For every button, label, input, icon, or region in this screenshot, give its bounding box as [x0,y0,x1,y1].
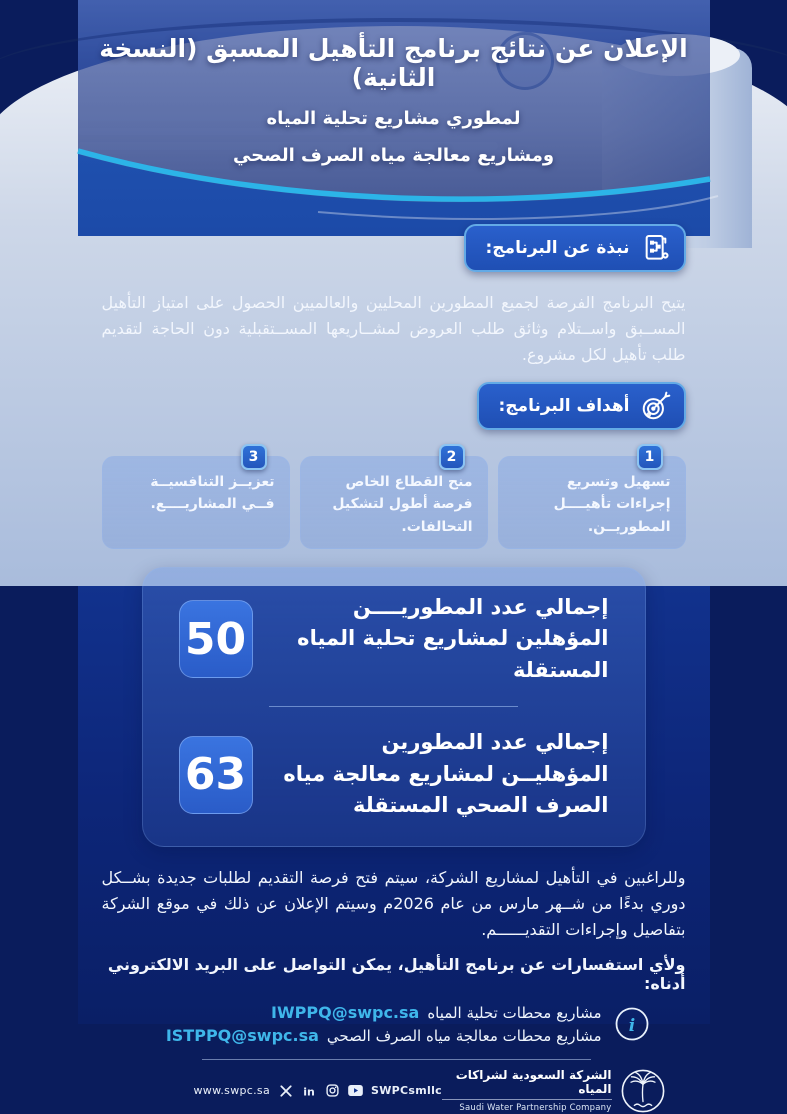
svg-text:i: i [628,1015,635,1036]
contact-row-wastewater [166,1026,602,1045]
goal-number-badge: 2 [439,444,465,470]
contact-label: مشاريع محطات معالجة مياه الصرف الصحي [326,1026,602,1045]
swpc-palm-logo [620,1068,666,1114]
youtube-icon[interactable] [348,1084,362,1098]
qualified-developers-card [142,567,646,847]
company-name-arabic: الشركة السعودية لشراكات المياه [455,1068,612,1097]
stat-description: إجمالي عدد المطوريــــن المؤهلين لمشاريع تحلية المياه المستقلة [297,594,609,682]
instagram-icon[interactable] [325,1084,339,1098]
brand-divider [442,1099,612,1100]
goals-row [102,448,686,549]
goal-number-badge: 3 [241,444,267,470]
x-twitter-icon[interactable] [279,1084,293,1098]
section-header-goals [477,382,686,430]
main-content [78,0,710,1114]
contact-email[interactable]: ISTPPQ@swpc.sa [165,1025,319,1045]
future-applications-paragraph: وللراغبين في التأهيل لمشاريع الشركة، سيتم فتح فرصة التقديم لطلبات جديدة بشــكل دوري بدءًا من شــهر مارس من عام 2026م وسيتم الإعلان عن ذلك في موقع الشركة بتفاصيل وإجراءات التقديــــــم. [101,867,686,939]
goal-text: منح القطاع الخاص فرصة أطول لتشكيل التحالفات. [332,473,473,535]
contact-row-desalination [166,1003,602,1022]
page-subtitle-2: ومشاريع معالجة مياه الصرف الصحي [232,145,555,166]
website-link[interactable]: www.swpc.sa [193,1084,271,1098]
stat-row-wastewater [179,727,609,822]
section-header-about [464,224,686,272]
stats-divider [269,706,518,707]
goal-card-3 [102,448,290,549]
company-name-english: Saudi Water Partnership Company [459,1103,612,1114]
goal-text: تسهيل وتسريع إجراءات تأهيــــل المطوريــن. [553,473,671,535]
stat-row-desalination [179,592,609,687]
company-brand [442,1068,666,1114]
target-icon [640,390,672,422]
stat-value-badge: 63 [179,736,253,814]
document-network-icon [640,232,672,264]
contact-label: مشاريع محطات تحلية المياه [427,1003,602,1022]
goal-card-2 [300,448,488,549]
info-icon [614,1006,650,1042]
social-handle[interactable]: SWPCsmllc [371,1084,442,1098]
goal-number-badge: 1 [637,444,663,470]
contact-email[interactable]: IWPPQ@swpc.sa [271,1002,420,1022]
infographic-page [78,0,710,1114]
contact-block [102,1003,686,1045]
page-title: الإعلان عن نتائج برنامج التأهيل المسبق (النسخة الثانية) [99,34,688,92]
footer [102,1068,686,1114]
section-title-goals: أهداف البرنامج: [498,395,630,416]
svg-text:in: in [303,1085,315,1099]
stat-description: إجمالي عدد المطورين المؤهليــن لمشاريع معالجة مياه الصرف الصحي المستقلة [283,730,609,818]
page-subtitle-1: لمطوري مشاريع تحلية المياه [266,108,521,129]
stat-value-badge: 50 [179,600,253,678]
linkedin-icon[interactable] [302,1084,316,1098]
goal-text: تعزيــز التنافسيــة فــي المشاريــــع. [150,473,275,513]
footer-divider [202,1059,591,1060]
section-title-about: نبذة عن البرنامج: [485,238,630,258]
contact-intro: ولأي استفسارات عن برنامج التأهيل، يمكن التواصل على البريد الالكتروني أدناه: [107,954,686,993]
about-paragraph: يتيح البرنامج الفرصة لجميع المطورين المحليين والعالميين الحصول على امتياز التأهيل المســبق واســتلام وثائق طلب العروض لمشــاريعها المســتقبلية دون الحاجة لتقديم طلب تأهيل لكل مشروع. [101,293,686,364]
goal-card-1 [498,448,686,549]
